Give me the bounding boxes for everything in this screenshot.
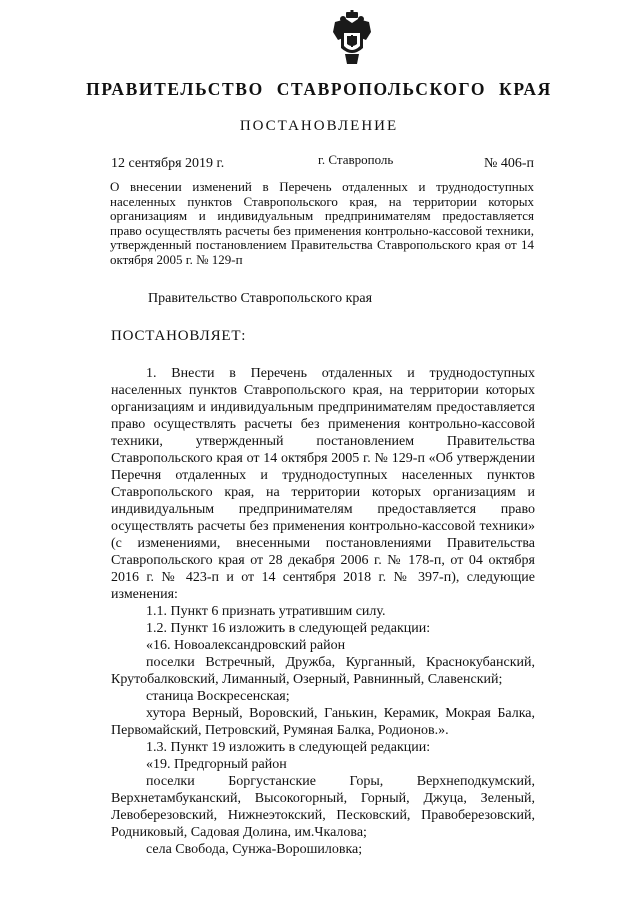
- government-title: ПРАВИТЕЛЬСТВО СТАВРОПОЛЬСКОГО КРАЯ: [86, 79, 552, 99]
- paragraph: хутора Верный, Воровский, Ганькин, Керамик, Мокрая Балка, Первомайский, Петровский, Румяная Балка, Родионов.».: [111, 706, 535, 738]
- document-date: 12 сентября 2019 г.: [111, 156, 225, 171]
- paragraph: «16. Новоалександровский район: [146, 638, 346, 653]
- document-subject: О внесении изменений в Перечень отдаленных и труднодоступных населенных пунктов Ставропольского края, на территории которых организациям и индивидуальным предпринимателям предоставляется право осуществлять расчеты без применения контрольно-кассовой техники, утвержденный постановлением Правительства Ставропольского края от 14 октября 2005 г. № 129-п: [110, 179, 534, 267]
- paragraph: 1.3. Пункт 19 изложить в следующей редакции:: [146, 740, 431, 755]
- document-type: ПОСТАНОВЛЕНИЕ: [239, 118, 399, 134]
- document-body: [111, 365, 535, 858]
- paragraph: станица Воскресенская;: [146, 689, 290, 704]
- paragraph: поселки Боргустанские Горы, Верхнеподкумский, Верхнетамбуканский, Высокогорный, Горный, Джуца, Зеленый, Левоберезовский, Нижнеэтокский, Песковский, Правоберезовский, Родниковый, Садовая Долина, им.Чкалова;: [111, 774, 535, 840]
- paragraph: 1. Внести в Перечень отдаленных и труднодоступных населенных пунктов Ставропольского края, на территории которых организациям и индивидуальным предпринимателям предоставляется право осуществлять расчеты без применения контрольно-кассовой техники, утвержденный постановлением Правительства Ставропольского края от 14 октября 2005 г. № 129-п «Об утверждении Перечня отдаленных и труднодоступных населенных пунктов Ставропольского края, на территории которых организациям и индивидуальным предпринимателям предоставляется право осуществлять расчеты без применения контрольно-кассовой техники» (с изменениями, внесенными постановлениями Правительства Ставропольского края от 28 декабря 2006 г. № 178-п, от 04 октября 2016 г. № 423-п и от 14 сентября 2018 г. № 397-п), следующие изменения:: [111, 366, 535, 602]
- document-number: № 406-п: [483, 156, 534, 171]
- paragraph: села Свобода, Сунжа-Ворошиловка;: [146, 842, 363, 857]
- paragraph: «19. Предгорный район: [146, 757, 287, 772]
- document-city: г. Ставрополь: [318, 152, 394, 167]
- intro-line: Правительство Ставропольского края: [148, 291, 373, 306]
- paragraph: поселки Встречный, Дружба, Курганный, Краснокубанский, Крутобалковский, Лиманный, Озерный, Равнинный, Славенский;: [111, 655, 535, 687]
- paragraph: 1.2. Пункт 16 изложить в следующей редакции:: [146, 621, 431, 636]
- decree-heading: ПОСТАНОВЛЯЕТ:: [111, 328, 247, 344]
- coat-of-arms-icon: [331, 10, 373, 66]
- paragraph: 1.1. Пункт 6 признать утратившим силу.: [146, 604, 386, 619]
